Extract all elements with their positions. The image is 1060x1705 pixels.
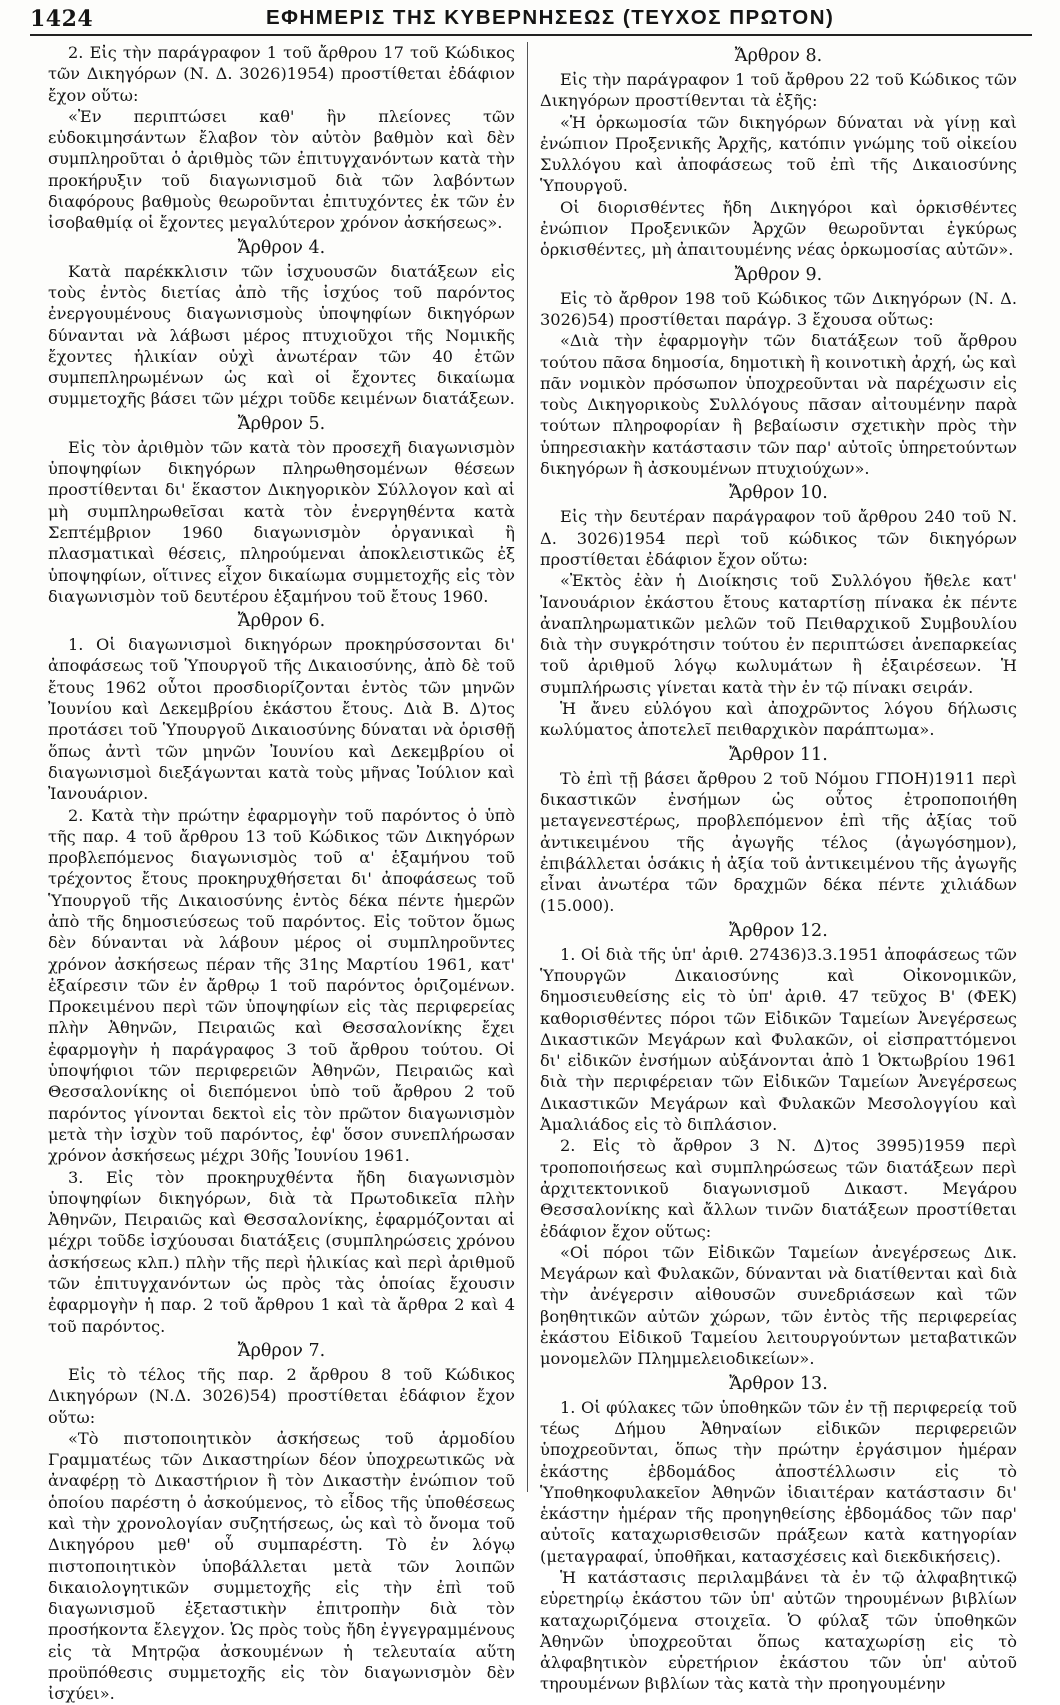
article-8-text: Εἰς τὴν παράγραφον 1 τοῦ ἄρθρου 22 τοῦ Κώδικος τῶν Δικηγόρων προστίθενται τὰ ἑξῆς:: [540, 70, 1017, 111]
article-8-quoted-text-2: Οἱ διορισθέντες ἤδη Δικηγόροι καὶ ὁρκισθέντες ἐνώπιον Προξενικῶν Ἀρχῶν θεωροῦνται ἐγκύρως ὁρκισθέντες, μὴ ἀπαιτουμένης νέας ὁρκωμοσίας αὐτῶν».: [540, 197, 1017, 260]
article-13-paragraph-2: Ἡ κατάστασις περιλαμβάνει τὰ ἐν τῷ ἀλφαβητικῷ εὑρετηρίῳ ἑκάστου τῶν ὑπ' αὐτῶν τηρουμένων βιβλίων καταχωριζόμενα στοιχεῖα. Ὁ φύλαξ τῶν ὑποθηκῶν Ἀθηνῶν ὑποχρεοῦται ὅπως καταχωρίσῃ εἰς τὸ ἀλφαβητικὸν εὑρετήριον ἑκάστου τῶν ὑπ' αὐτοῦ τηρουμένων βιβλίων τὰς κατὰ τὴν προηγουμένην: [540, 1568, 1017, 1694]
article-7-text: Εἰς τὸ τέλος τῆς παρ. 2 ἄρθρου 8 τοῦ Κώδικος Δικηγόρων (Ν.Δ. 3026)54) προστίθεται ἐδάφιον ἔχον οὕτω:: [48, 1364, 515, 1427]
right-column: [540, 42, 1017, 1695]
article-8-heading: Ἄρθρον 8.: [734, 46, 823, 66]
article-13-paragraph-1: 1. Οἱ φύλακες τῶν ὑποθηκῶν τῶν ἐν τῇ περιφερείᾳ τοῦ τέως Δήμου Ἀθηναίων εἰδικῶν περιφερειῶν ὑποχρεοῦνται, ὅπως τὴν πρώτην ἐργάσιμον ἡμέραν ἑκάστης ἑβδομάδος ἀποστέλλωσιν εἰς τὸ Ὑποθηκοφυλακεῖον Ἀθηνῶν ἰδιαιτέραν κατάστασιν δι' ἑκάστην ἡμέραν τῆς προηγηθείσης ἑβδομάδος τῶν παρ' αὐτοῖς καταχωρισθεισῶν πράξεων κατὰ κατηγορίαν (μεταγραφαί, ὑποθῆκαι, κατασχέσεις καὶ διεκδικήσεις).: [540, 1397, 1017, 1566]
article-6-heading: Ἄρθρον 6.: [237, 611, 326, 632]
article-12-quoted-text: «Οἱ πόροι τῶν Εἰδικῶν Ταμείων ἀνεγέρσεως Δικ. Μεγάρων καὶ Φυλακῶν, δύνανται νὰ διατίθενται καὶ διὰ τὴν ἀνέγερσιν αἰθουσῶν συνεδριάσεων καὶ τῶν βοηθητικῶν αὐτῶν χώρων, τῶν ἐντὸς τῆς περιφερείας ἑκάστου Εἰδικοῦ Ταμείου λειτουργούντων μεταβατικῶν μονομελῶν Πλημμελειοδικείων».: [540, 1242, 1017, 1369]
article-10-text: Εἰς τὴν δευτέραν παράγραφον τοῦ ἄρθρου 240 τοῦ Ν. Δ. 3026)1954 περὶ τοῦ κώδικος τῶν δικηγόρων προστίθεται ἐδάφιον ἔχον οὕτω:: [540, 507, 1017, 569]
column-divider: [527, 42, 528, 1492]
article-11-text: Τὸ ἐπὶ τῇ βάσει ἄρθρου 2 τοῦ Νόμου ΓΠΟΗ)1911 περὶ δικαστικῶν ἐνσήμων ὡς οὗτος ἐτροποποιήθη μεταγενεστέρως, προβλεπόμενον ἐπὶ τῆς ἀξίας τοῦ ἀντικειμένου τῆς ἀγωγῆς τέλος (ἀγωγόσημον), ἐπιβάλλεται ὁσάκις ἡ ἀξία τοῦ ἀντικειμένου τῆς ἀγωγῆς εἶναι ἀνωτέρα τῶν δραχμῶν δέκα πέντε χιλιάδων (15.000).: [540, 768, 1017, 916]
article-4-heading: Ἄρθρον 4.: [237, 237, 326, 258]
page-number: 1424: [30, 6, 94, 32]
article-3-paragraph-2: 2. Εἰς τὴν παράγραφον 1 τοῦ ἄρθρου 17 τοῦ Κώδικος τῶν Δικηγόρων (Ν. Δ. 3026)1954) προστίθεται ἐδάφιον ἔχον οὕτω:: [48, 43, 515, 105]
article-12-paragraph-2: 2. Εἰς τὸ ἄρθρον 3 Ν. Δ)τος 3995)1959 περὶ τροποποιήσεως καὶ συμπληρώσεως τῶν διατάξεων περὶ ἀρχιτεκτονικοῦ διαγωνισμοῦ Δικαστ. Μεγάρου Θεσσαλονίκης καὶ ἄλλων τινῶν διατάξεων προστίθεται ἐδάφιον ἔχον οὕτως:: [540, 1136, 1017, 1241]
article-11-heading: Ἄρθρον 11.: [729, 744, 828, 765]
article-13-heading: Ἄρθρον 13.: [729, 1373, 828, 1394]
article-10-quoted-text-2: Ἡ ἄνευ εὐλόγου καὶ ἀποχρῶντος λόγου δήλωσις κωλύματος ἀποτελεῖ πειθαρχικὸν παράπτωμα».: [540, 699, 1017, 740]
article-6-paragraph-1: 1. Οἱ διαγωνισμοὶ δικηγόρων προκηρύσσονται δι' ἀποφάσεως τοῦ Ὑπουργοῦ τῆς Δικαιοσύνης, ἀπὸ δὲ τοῦ ἔτους 1962 οὗτοι προσδιορίζονται ἐντὸς τῶν μηνῶν Ἰουνίου καὶ Δεκεμβρίου ἑκάστου ἔτους. Διὰ Β. Δ)τος προτάσει τοῦ Ὑπουργοῦ Δικαιοσύνης δύναται νὰ ὁρισθῇ ὅπως ἀντὶ τῶν μηνῶν Ἰουνίου καὶ Δεκεμβρίου οἱ διαγωνισμοὶ διεξάγωνται κατὰ τοὺς μῆνας Ἰούλιον καὶ Ἰανουάριον.: [48, 635, 515, 804]
article-3-quoted-text: «Ἐν περιπτώσει καθ' ἣν πλείονες τῶν εὐδοκιμησάντων ἔλαβον τὸν αὐτὸν βαθμὸν καὶ δὲν συμπληροῦται ὁ ἀριθμὸς τῶν ἐπιτυγχανόντων κατὰ τὴν προκήρυξιν τοῦ διαγωνισμοῦ διὰ τῶν λαβόντων διαφόρους βαθμοὺς θεωροῦνται ἐπιτυχόντες ἐκ τῶν ἐν ἰσοβαθμίᾳ οἱ ἔχοντες μεγαλύτερον χρόνον ἀσκήσεως».: [48, 106, 515, 233]
article-9-heading: Ἄρθρον 9.: [734, 264, 823, 285]
article-6-paragraph-3: 3. Εἰς τὸν προκηρυχθέντα ἤδη διαγωνισμὸν ὑποψηφίων δικηγόρων, διὰ τὰ Πρωτοδικεῖα πλὴν Ἀθηνῶν, Πειραιῶς καὶ Θεσσαλονίκης, ἐφαρμόζονται αἱ μέχρι τοῦδε ἰσχύουσαι διατάξεις (συμπληρώσεις χρόνου ἀσκήσεως κλπ.) πλὴν τῆς περὶ ἡλικίας καὶ περὶ ἀριθμοῦ τῶν ἐπιτυγχανόντων ὡς πρὸς τὰς ὁποίας ἔχουσιν ἐφαρμογὴν ἡ παρ. 2 τοῦ ἄρθρου 1 καὶ τὰ ἄρθρα 2 καὶ 4 τοῦ παρόντος.: [48, 1167, 515, 1336]
article-8-quoted-text-1: «Ἡ ὁρκωμοσία τῶν δικηγόρων δύναται νὰ γίνῃ καὶ ἐνώπιον Προξενικῆς Ἀρχῆς, κατόπιν γνώμης τοῦ οἰκείου Συλλόγου καὶ ἀποφάσεως τοῦ ἐπὶ τῆς Δικαιοσύνης Ὑπουργοῦ.: [540, 112, 1017, 196]
article-10-quoted-text-1: «Ἐκτὸς ἐὰν ἡ Διοίκησις τοῦ Συλλόγου ἤθελε κατ' Ἰανουάριον ἑκάστου ἔτους καταρτίσῃ πίνακα ἐκ πέντε ἀναπληρωματικῶν μελῶν τοῦ Πειθαρχικοῦ Συμβουλίου διὰ τὴν συγκρότησιν τούτου ἐν περιπτώσει ἀνεπαρκείας τοῦ ἀριθμοῦ λόγῳ κωλυμάτων ἢ ἐξαιρέσεων. Ἡ συμπλήρωσις γίνεται κατὰ τὴν ἐν τῷ πίνακι σειράν.: [540, 571, 1017, 697]
article-9-quoted-text: «Διὰ τὴν ἐφαρμογὴν τῶν διατάξεων τοῦ ἄρθρου τούτου πᾶσα δημοσία, δημοτικὴ ἢ κοινοτικὴ ἀρχή, ὡς καὶ πᾶν νομικὸν πρόσωπον ὑποχρεοῦνται νὰ παρέχωσιν εἰς τοὺς Δικηγορικοὺς Συλλόγους πᾶσαν αἰτουμένην παρὰ τούτων πληροφορίαν ἢ βεβαίωσιν σχετικὴν πρὸς τὴν ὑπηρεσιακὴν κατάστασιν τῶν παρ' αὐτοῖς ὑπηρετούντων δικηγόρων ἢ ἀσκουμένων πτυχιούχων».: [540, 331, 1017, 479]
gazette-title: ΕΦΗΜΕΡΙΣ ΤΗΣ ΚΥΒΕΡΝΗΣΕΩΣ (ΤΕΥΧΟΣ ΠΡΩΤΟΝ): [266, 6, 835, 29]
article-12-heading: Ἄρθρον 12.: [729, 920, 828, 941]
article-5-text: Εἰς τὸν ἀριθμὸν τῶν κατὰ τὸν προσεχῆ διαγωνισμὸν ὑποψηφίων δικηγόρων πληρωθησομένων θέσεων προστίθενται δι' ἕκαστον Δικηγορικὸν Σύλλογον καὶ αἱ μὴ συμπληρωθεῖσαι κατὰ τὸν ἐνεργηθέντα κατὰ Σεπτέμβριον 1960 διαγωνισμὸν ὀργανικαὶ ἢ πλασματικαὶ θέσεις, πληρούμεναι ἀποκλειστικῶς ἐξ ὑποψηφίων, οἵτινες εἶχον δικαίωμα συμμετοχῆς εἰς τὸν διαγωνισμὸν τοῦ δευτέρου ἑξαμήνου τοῦ ἔτους 1960.: [48, 437, 515, 606]
article-5-heading: Ἄρθρον 5.: [237, 413, 326, 434]
left-column: [48, 42, 515, 1705]
article-9-text: Εἰς τὸ ἄρθρον 198 τοῦ Κώδικος τῶν Δικηγόρων (Ν. Δ. 3026)54) προστίθεται παράγρ. 3 ἔχουσα οὕτως:: [540, 288, 1017, 329]
article-7-quoted-text: «Τὸ πιστοποιητικὸν ἀσκήσεως τοῦ ἁρμοδίου Γραμματέως τῶν Δικαστηρίων δέον ὑποχρεωτικῶς νὰ ἀναφέρῃ τὸ Δικαστήριον ἢ τὸν Δικαστὴν ἐνώπιον τοῦ ὁποίου παρέστη ὁ ἀσκούμενος, τὸ εἶδος τῆς ὑποθέσεως καὶ τὴν χρονολογίαν συζητήσεως, ὡς καὶ τὸ ὄνομα τοῦ Δικηγόρου μεθ' οὗ συμπαρέστη. Τὸ ἐν λόγῳ πιστοποιητικὸν ὑποβάλλεται μετὰ τῶν λοιπῶν δικαιολογητικῶν συμμετοχῆς εἰς τὴν ἐπὶ τοῦ διαγωνισμοῦ ἐξεταστικὴν ἐπιτροπὴν διὰ τὸν προσήκοντα ἔλεγχον. Ὡς πρὸς τοὺς ἤδη ἐγγεγραμμένους εἰς τὰ Μητρῷα ἀσκουμένων ἡ τελευταία αὕτη προϋπόθεσις συμμετοχῆς εἰς τὸν διαγωνισμὸν δὲν ἰσχύει».: [48, 1428, 515, 1704]
article-7-heading: Ἄρθρον 7.: [237, 1340, 326, 1361]
article-10-heading: Ἄρθρον 10.: [729, 483, 828, 504]
article-4-text: Κατὰ παρέκκλισιν τῶν ἰσχυουσῶν διατάξεων εἰς τοὺς ἐντὸς διετίας ἀπὸ τῆς ἰσχύος τοῦ παρόντος ἐνεργουμένους διαγωνισμοὺς ὑποψηφίων δικηγόρων δύνανται νὰ λάβωσι μέρος πτυχιοῦχοι τῆς Νομικῆς ἔχοντες ἡλικίαν οὐχὶ ἀνωτέραν τῶν 40 ἐτῶν συμπεπληρωμένων ὡς καὶ οἱ ἔχοντες δικαίωμα συμμετοχῆς βάσει τῶν μέχρι τοῦδε κειμένων διατάξεων.: [48, 261, 515, 409]
page-header: [30, 6, 1032, 36]
article-6-paragraph-2: 2. Κατὰ τὴν πρώτην ἐφαρμογὴν τοῦ παρόντος ὁ ὑπὸ τῆς παρ. 4 τοῦ ἄρθρου 13 τοῦ Κώδικος τῶν Δικηγόρων προβλεπόμενος διαγωνισμὸς τοῦ α' ἑξαμήνου τοῦ τρέχοντος ἔτους προκηρυχθήσεται δι' ἀποφάσεως τοῦ Ὑπουργοῦ τῆς Δικαιοσύνης ἐντὸς δέκα πέντε ἡμερῶν ἀπὸ τῆς δημοσιεύσεως τοῦ παρόντος. Εἰς τοῦτον ὅμως δὲν δύνανται νὰ λάβουν μέρος οἱ συμπληροῦντες χρόνον ἀσκήσεως πέραν τῆς 31ης Μαρτίου 1961, κατ' ἐξαίρεσιν τῶν ἐν ἄρθρῳ 1 τοῦ παρόντος ὁριζομένων. Προκειμένου περὶ τῶν ὑποψηφίων εἰς τὰς περιφερείας πλὴν Ἀθηνῶν, Πειραιῶς καὶ Θεσσαλονίκης ἔχει ἐφαρμογὴν ἡ παράγραφος 3 τοῦ ἄρθρου τούτου. Οἱ ὑποψήφιοι τῶν περιφερειῶν Ἀθηνῶν, Πειραιῶς καὶ Θεσσαλονίκης οἱ διεπόμενοι ὑπὸ τοῦ ἄρθρου 2 τοῦ παρόντος γίνονται δεκτοὶ εἰς τὸν πρῶτον διαγωνισμὸν μετὰ τὴν ἰσχὺν τοῦ παρόντος, ἐφ' ὅσον συνεπλήρωσαν χρόνον ἀσκήσεως μέχρι 30ῆς Ἰουνίου 1961.: [48, 805, 515, 1166]
article-12-paragraph-1: 1. Οἱ διὰ τῆς ὑπ' ἀριθ. 27436)3.3.1951 ἀποφάσεως τῶν Ὑπουργῶν Δικαιοσύνης καὶ Οἰκονομικῶν, δημοσιευθείσης εἰς τὸ ὑπ' ἀριθ. 47 τεῦχος Β' (ΦΕΚ) καθορισθέντες πόροι τῶν Εἰδικῶν Ταμείων Ἀνεγέρσεως Δικαστικῶν Μεγάρων καὶ Φυλακῶν, οἱ εἰσπραττόμενοι δι' εἰδικῶν ἐνσήμων αὐξάνονται ἀπὸ 1 Ὀκτωβρίου 1961 διὰ τὴν περιφέρειαν τῶν Εἰδικῶν Ταμείων Ἀνεγέρσεως Δικαστικῶν Μεγάρων καὶ Φυλακῶν Μεσολογγίου καὶ Ἀμαλιάδος εἰς τὸ διπλάσιον.: [540, 944, 1017, 1135]
